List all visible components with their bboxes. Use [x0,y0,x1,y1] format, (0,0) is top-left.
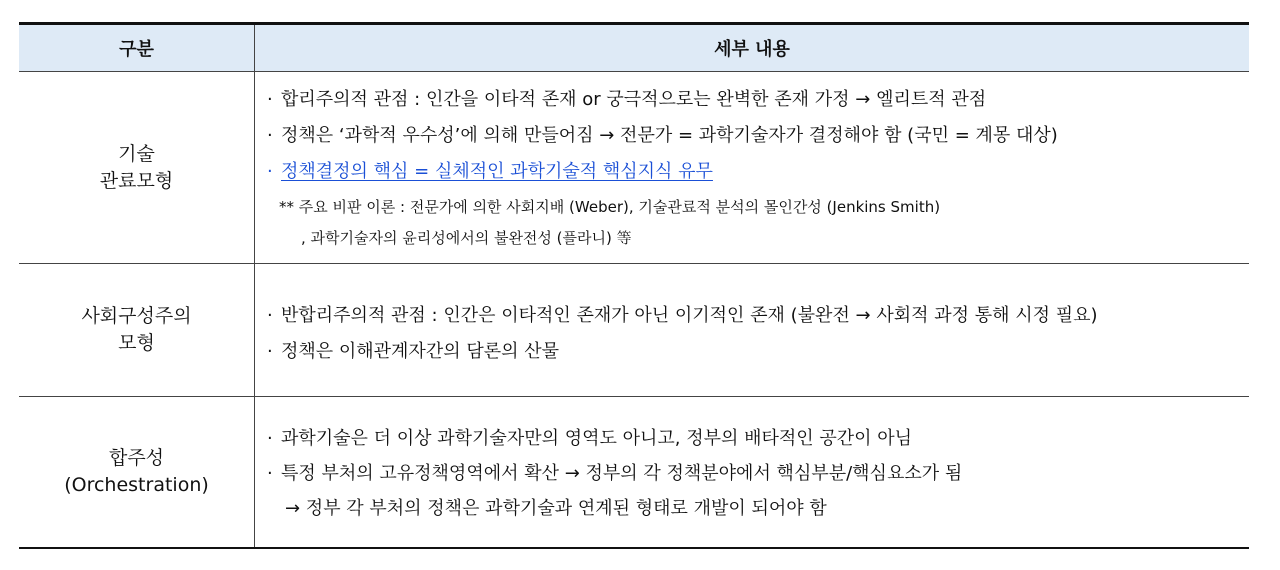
table-row [19,264,1249,397]
bullet: · [267,125,273,146]
list-item [267,337,559,363]
list-item [267,121,1058,147]
row-details [254,72,1249,263]
row-details [254,397,1249,547]
criticism-note: ** 주요 비판 이론 : 전문가에 의한 사회지배 (Weber), 기술관료적 분석의 몰인간성 (Jenkins Smith) [279,198,941,216]
table-row [19,397,1249,547]
table-row [19,72,1249,264]
row-label-line: 모형 [118,332,155,354]
item-text: 반합리주의적 관점 : 인간은 이타적인 존재가 아닌 이기적인 존재 (불완전 → 사회적 과정 통해 시정 필요) [281,305,1098,326]
bullet: · [267,341,273,362]
bullet: · [267,161,273,182]
row-label [19,397,254,547]
list-item [267,85,986,111]
bullet: · [267,305,273,326]
header-details: 세부 내용 [254,25,1249,71]
bullet: · [267,428,273,449]
row-label [19,264,254,396]
bullet: · [267,89,273,110]
item-text: 정책결정의 핵심 = 실체적인 과학기술적 핵심지식 유무 [281,161,713,182]
table-header [19,25,1249,72]
header-category: 구분 [119,39,154,60]
list-item [267,301,1098,327]
bullet: · [267,463,273,484]
list-item [267,424,912,450]
key-point-link[interactable] [267,157,713,183]
row-label-line: 사회구성주의 [81,305,192,327]
row-label-line: 관료모형 [99,169,174,192]
item-text: 정책은 ‘과학적 우수성’에 의해 만들어짐 → 전문가 = 과학기술자가 결정해야 함 (국민 = 계몽 대상) [281,125,1058,146]
item-text: 정책은 이해관계자간의 담론의 산물 [281,341,559,362]
criticism-note-continuation: , 과학기술자의 윤리성에서의 불완전성 (플라니) 等 [301,229,632,247]
item-text: 합리주의적 관점 : 인간을 이타적 존재 or 궁극적으로는 완벽한 존재 가정 → 엘리트적 관점 [281,89,987,110]
list-item-continuation: → 정부 각 부처의 정책은 과학기술과 연계된 형태로 개발이 되어야 함 [285,498,827,519]
row-label [19,72,254,263]
row-details [254,264,1249,396]
row-label-line: (Orchestration) [64,474,209,496]
content-table [19,22,1249,549]
list-item [267,459,962,485]
row-label-line: 기술 [118,142,155,165]
item-text: 특정 부처의 고유정책영역에서 확산 → 정부의 각 정책분야에서 핵심부분/핵심요소가 됨 [281,463,963,484]
item-text: 과학기술은 더 이상 과학기술자만의 영역도 아니고, 정부의 배타적인 공간이 아님 [281,428,913,449]
row-label-line: 합주성 [108,447,165,469]
